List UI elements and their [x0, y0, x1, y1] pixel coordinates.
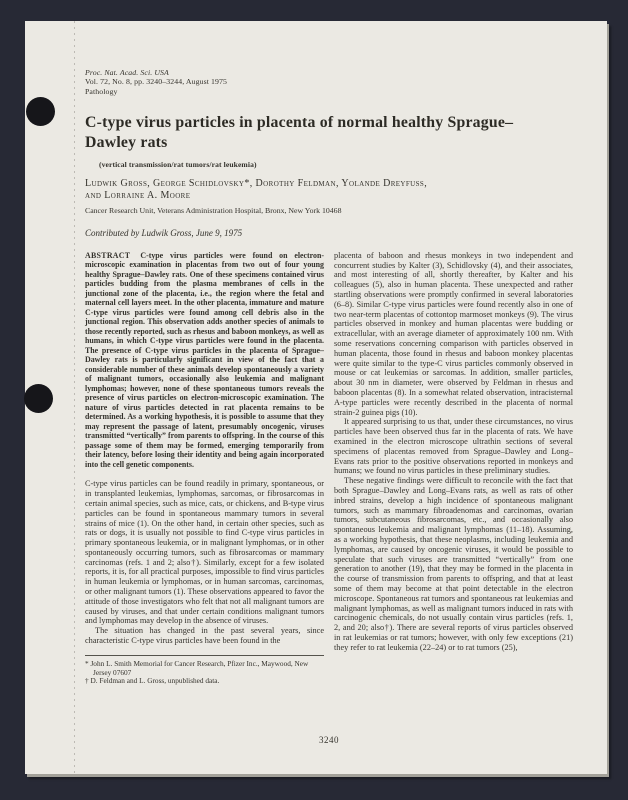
journal-section: Pathology: [85, 86, 118, 96]
page-number: 3240: [319, 735, 339, 745]
abstract-text: C-type virus particles were found on electron-microscopic examination in placentas from two out of four young healthy Sprague–Dawley rats. One of these specimens contained virus particles budding from the plasma membranes of cells in the junctional zone of the placenta, i.e., the region where the fetal and maternal cell layers meet. In the other placenta, immature and mature C-type virus particles were found among cell debris also in the junctional region. This observation adds another species of animals to those recently reported, such as rhesus and baboon monkeys, as well as humans, in which C-type virus particles were found in the placenta. The presence of C-type virus particles in the placenta of Sprague–Dawley rats is particularly significant in view of the fact that a considerable number of these animals develop spontaneously a variety of malignant tumors, occasionally also leukemia and malignant lymphomas; however, none of these spontaneous tumors reveals the presence of virus particles on electron-microscopic examination. The nature of virus particles detected in rat placenta remains to be determined. As a working hypothesis, it is possible to assume that they may represent the passage of latent, presumably oncogenic, viruses transmitted “vertically” from parents to offspring. In the course of this passage some of them may be formed, emerging temporarily from their latency, before losing their identity and being again incorporated into the cell genetic components.: [85, 250, 324, 469]
journal-header: [85, 68, 573, 96]
footnote-unpublished-data: † D. Feldman and L. Gross, unpublished data.: [85, 676, 220, 686]
title-line-2: Dawley rats: [85, 133, 168, 151]
abstract-label: ABSTRACT: [85, 250, 131, 260]
body-paragraph: placenta of baboon and rhesus monkeys in two independent and concurrent studies by Kalter (3), Schidlovsky (4), and their associates, and most interesting of all, shortly thereafter, by Kalter and his colleagues (5), also in human placenta. These unexpected and rather startling observations were promptly confirmed in several laboratories (6–8). Similar C-type virus particles were found recently also in one of two near-term placentas of cottontop marmoset monkeys (9). The virus particles observed in monkey and human placentas were budding or extracellular, with an average diameter of approximately 100 nm. With some reservations concerning comparison with particles observed in human placenta, those found in rhesus and baboon monkey placentas were quite similar to the type-C virus particles commonly observed in mouse or cat leukemias or sarcomas. In addition, smaller particles, about 30 nm in diameter, were observed by Feldman in rhesus and baboon placentas (8). In a somewhat related observation, intracisternal A-type particles were recently described in the placenta of normal strain-2 guinea pigs (10).: [334, 250, 573, 417]
contributed-line: Contributed by Ludwik Gross, June 9, 1975: [85, 227, 243, 238]
title-line-1: C-type virus particles in placenta of normal healthy Sprague–: [85, 114, 514, 132]
affiliation-line: Cancer Research Unit, Veterans Administration Hospital, Bronx, New York 10468: [85, 205, 342, 215]
authors-line-1: Ludwik Gross, George Schidlovsky*, Dorothy Feldman, Yolande Dreyfuss,: [85, 178, 428, 190]
footnote-affiliation: * John L. Smith Memorial for Cancer Research, Pfizer Inc., Maywood, New Jersey 07607: [85, 658, 309, 677]
page-content: [85, 68, 573, 686]
body-paragraph: These negative findings were difficult to reconcile with the fact that both Sprague–Dawley and Long–Evans rats, as well as rats of other inbred strains, develop a high incidence of spontaneous malignant tumors, such as mammary fibroadenomas and carcinomas, ovarian tumors, subcutaneous fibrosarcomas, etc., and occasionally also spontaneous leukemia and malignant lymphomas (11–18). Assuming, as a working hypothesis, that these neoplasms, including leukemia and lymphomas, are caused by oncogenic viruses, it would be possible to speculate that such viruses are transmitted “vertically” from one generation to another (19), that they may be formed in the placenta in the course of transmission from parents to offspring, and that at least some of them may become at that point detectable in the electron microscope. Spontaneous rat tumors and spontaneous rat leukemias and malignant lymphomas, as well as malignant tumors induced in rats with carcinogenic chemicals, do not usually contain virus particles (refs. 1, 2, and 20; also†). There are several reports of virus particles observed in rat leukemias or rat tumors; however, with only few exceptions (21) they refer to rat leukemia (22–24) or to rat tumors (25),: [334, 476, 573, 652]
journal-name: Proc. Nat. Acad. Sci. USA: [85, 68, 169, 77]
paper-page: [25, 21, 607, 774]
column-right: [334, 251, 573, 686]
punch-hole-bottom: [24, 384, 53, 413]
authors-line: [85, 178, 573, 202]
body-paragraph: It appeared surprising to us that, under these circumstances, no virus particles have been observed thus far in the placenta of rats. We have examined in the electron microscope ultrathin sections of several specimens of placentas removed from Sprague–Dawley and Long–Evans rats prior to the positive observations reported in monkeys and humans; we found no virus particles in these preliminary studies.: [334, 417, 573, 476]
journal-volume-line: Vol. 72, No. 8, pp. 3240–3244, August 1975: [85, 77, 228, 87]
footnote-divider: [85, 655, 324, 656]
abstract-paragraph: [85, 251, 324, 470]
keywords-line: (vertical transmission/rat tumors/rat leukemia): [99, 160, 257, 170]
punch-hole-top: [26, 97, 55, 126]
binding-crease-line: [74, 21, 75, 774]
authors-line-2: and Lorraine A. Moore: [85, 190, 191, 202]
column-left: [85, 251, 324, 686]
two-column-body: [85, 251, 573, 686]
page-title: [85, 113, 573, 152]
body-paragraph: C-type virus particles can be found readily in primary, spontaneous, or in transplanted leukemias, lymphomas, sarcomas, or fibrosarcomas in certain animal species, such as mice, cats, or chickens, and B-type virus particles can be found in spontaneous mammary tumors in several strains of mice (1). On the other hand, in certain other species, such as rats or dogs, it is usually not possible to find C-type virus particles in primary spontaneous leukemia, or in malignant lymphomas, or in other spontaneously occurring tumors, such as fibrosarcomas or mammary carcinomas (refs. 1 and 2; also†). Similarly, except for a few isolated reports, it is, for all practical purposes, impossible to find virus particles in human leukemia or lymphomas, or in human sarcomas, carcinomas, or other malignant tumors (1). These observations appeared to favor the attitude of those investigators who felt that not all malignant tumors are caused by viruses, and that under certain conditions malignant tumors and lymphomas may develop in the absence of viruses.: [85, 479, 324, 626]
body-paragraph: The situation has changed in the past several years, since characteristic C-type virus particles have been found in the: [85, 626, 324, 646]
